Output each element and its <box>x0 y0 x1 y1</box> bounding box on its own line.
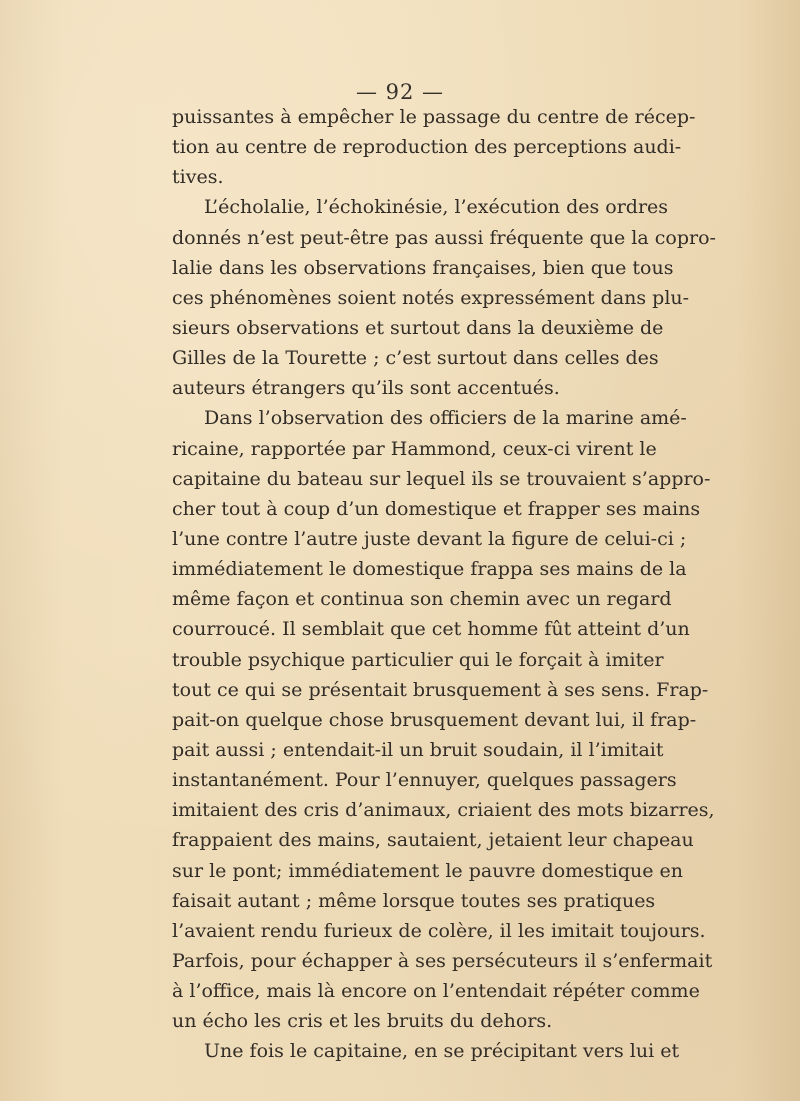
text-line: L’écholalie, l’échokinésie, l’exécution des ordres <box>204 196 669 219</box>
text-line: instantanément. Pour l’ennuyer, quelques passagers <box>172 769 677 792</box>
text-line: l’une contre l’autre juste devant la figure de celui-ci ; <box>172 527 687 550</box>
text-line: immédiatement le domestique frappa ses mains de la <box>172 558 687 581</box>
text-line: Dans l’observation des officiers de la marine amé- <box>204 407 687 430</box>
text-line: l’avaient rendu furieux de colère, il les imitait toujours. <box>172 919 706 942</box>
text-line: lalie dans les observations françaises, bien que tous <box>172 256 674 279</box>
text-line: même façon et continua son chemin avec un regard <box>172 588 672 611</box>
text-line: tion au centre de reproduction des perceptions audi- <box>172 136 682 159</box>
text-line: frappaient des mains, sautaient, jetaient leur chapeau <box>172 829 694 852</box>
text-line: cher tout à coup d’un domestique et frapper ses mains <box>172 497 701 520</box>
text-line: trouble psychique particulier qui le forçait à imiter <box>172 648 664 671</box>
text-line: ricaine, rapportée par Hammond, ceux-ci virent le <box>172 437 657 460</box>
text-line: pait aussi ; entendait-il un bruit soudain, il l’imitait <box>172 738 664 761</box>
text-line: Une fois le capitaine, en se précipitant vers lui et <box>204 1040 680 1063</box>
text-line: tives. <box>172 166 224 189</box>
text-line: à l’office, mais là encore on l’entendait répéter comme <box>172 980 700 1003</box>
text-line: capitaine du bateau sur lequel ils se trouvaient s’appro- <box>172 467 711 490</box>
text-line: un écho les cris et les bruits du dehors. <box>172 1010 553 1033</box>
text-line: faisait autant ; même lorsque toutes ses pratiques <box>172 889 656 912</box>
text-line: puissantes à empêcher le passage du centre de récep- <box>172 106 696 128</box>
text-line: tout ce qui se présentait brusquement à ses sens. Frap- <box>172 678 709 701</box>
text-line: sieurs observations et surtout dans la deuxième de <box>172 316 664 339</box>
text-line: imitaient des cris d’animaux, criaient des mots bizarres, <box>172 799 715 822</box>
text-line: ces phénomènes soient notés expressément dans plu- <box>172 286 690 309</box>
text-line: courroucé. Il semblait que cet homme fût atteint d’un <box>172 618 690 641</box>
text-line: sur le pont; immédiatement le pauvre domestique en <box>172 859 684 882</box>
page-number: — 92 — <box>355 80 445 104</box>
text-line: pait-on quelque chose brusquement devant lui, il frap- <box>172 708 697 731</box>
text-line: Gilles de la Tourette ; c’est surtout dans celles des <box>172 347 659 370</box>
text-line: Parfois, pour échapper à ses persécuteurs il s’enfermait <box>172 949 713 972</box>
body-text <box>172 102 716 1067</box>
text-line: auteurs étrangers qu’ils sont accentués. <box>172 377 560 400</box>
text-line: donnés n’est peut-être pas aussi fréquente que la copro- <box>172 226 716 249</box>
